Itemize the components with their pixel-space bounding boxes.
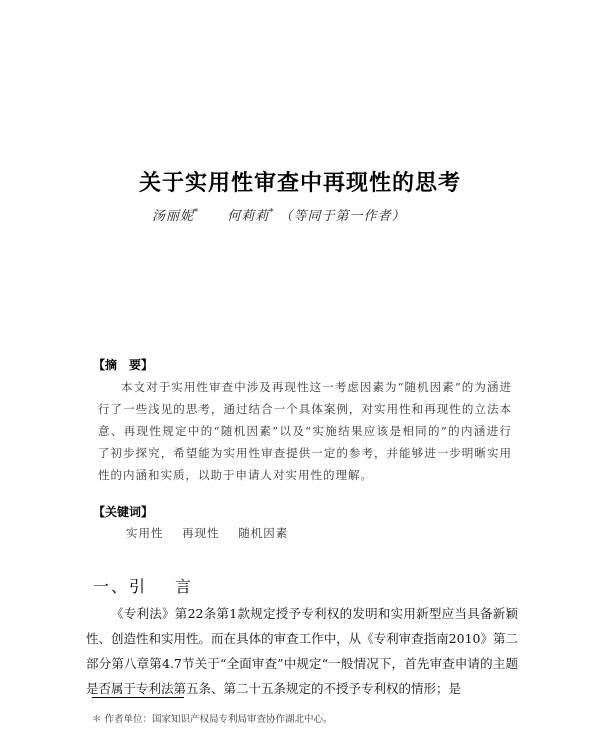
keywords-label: 【关键词】 bbox=[93, 505, 154, 519]
keywords-list bbox=[126, 525, 302, 541]
keyword: 实用性 bbox=[126, 526, 164, 540]
author-2: 何莉莉 bbox=[227, 209, 270, 224]
paper-title: 关于实用性审查中再现性的思考 bbox=[138, 171, 461, 196]
footnote: ＊ 作者单位：国家知识产权局专利局审查协作湖北中心。 bbox=[92, 714, 333, 725]
author-2-mark: * bbox=[269, 207, 275, 217]
author-line bbox=[152, 205, 405, 224]
author-1: 汤丽妮 bbox=[152, 209, 195, 224]
section-number: 一、引 bbox=[93, 577, 148, 596]
keyword: 随机因素 bbox=[238, 526, 289, 540]
keyword: 再现性 bbox=[182, 526, 220, 540]
abstract-label: 【摘 要】 bbox=[93, 358, 154, 372]
author-1-mark: * bbox=[194, 207, 200, 217]
section-title: 言 bbox=[175, 577, 194, 596]
body-paragraph: 《专利法》第22条第1款规定授予专利权的发明和实用新型应当具备新颖性、创造性和实用性。而在具体的审查工作中，从《专利审查指南2010》第二部分第八章第4.7节关于“全面审查”中规定“一般情况下，首先审查申请的主题是否属于专利法第五条、第二十五条规定的不授予专利权的情形；是 bbox=[86, 606, 518, 696]
abstract-text: 本文对于实用性审查中涉及再现性这一考虑因素为“随机因素”的为涵进行了一些浅见的思考，通过结合一个具体案例，对实用性和再现性的立法本意、再现性规定中的“随机因素”以及“实施结果应该是相同的”的内涵进行了初步探究，希望能为实用性审查提供一定的参考，并能够进一步明晰实用性的内涵和实质，以助于申请人对实用性的理解。 bbox=[98, 380, 512, 482]
section-heading bbox=[93, 574, 193, 597]
author-note: （等同于第一作者） bbox=[279, 209, 406, 224]
footnote-divider bbox=[92, 697, 184, 698]
